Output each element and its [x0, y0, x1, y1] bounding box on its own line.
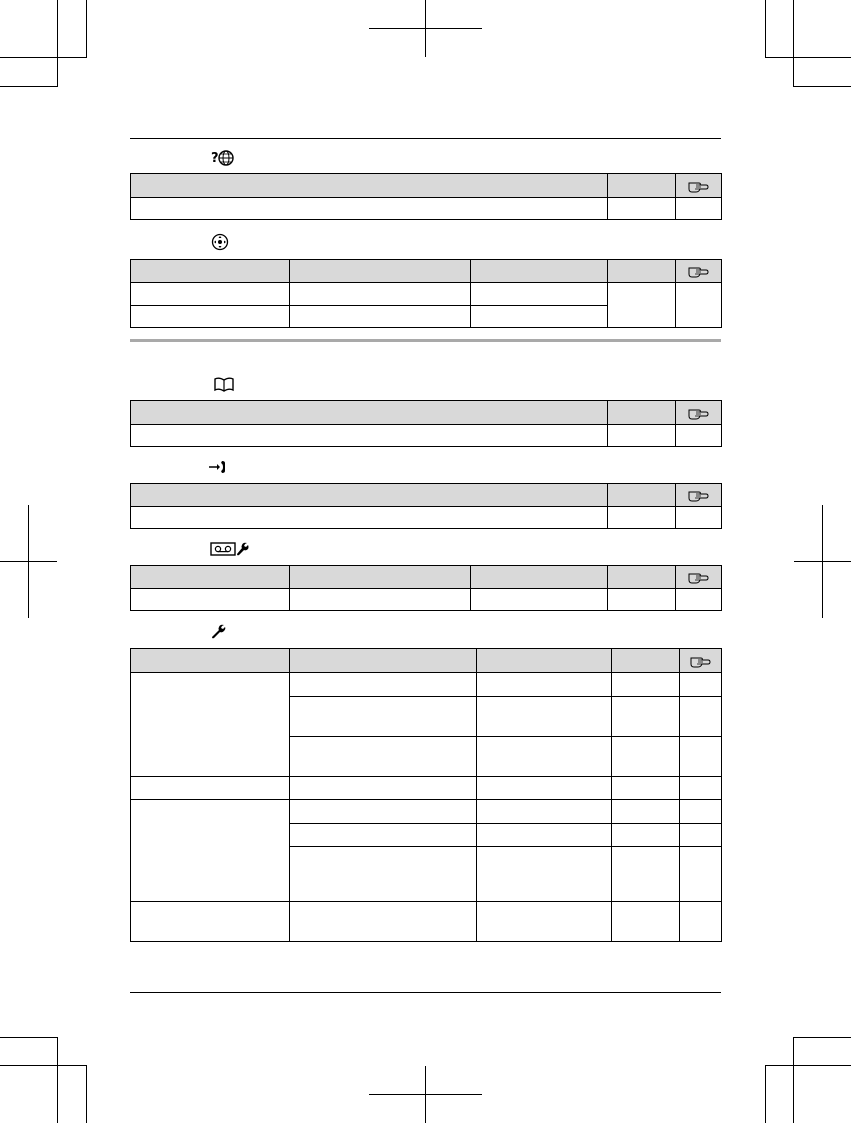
- table-cell: [477, 847, 612, 902]
- header-cell: [131, 260, 290, 283]
- menu-table-3: [130, 400, 722, 447]
- table-row: [131, 198, 722, 220]
- header-cell: [676, 174, 722, 198]
- table-cell: [608, 507, 676, 529]
- table-cell: [477, 824, 612, 847]
- table-cell: [290, 824, 477, 847]
- header-cell: [131, 174, 608, 198]
- table-row: [131, 507, 722, 529]
- table-cell: [676, 283, 722, 328]
- table-cell: [612, 824, 680, 847]
- table-cell: [131, 777, 290, 800]
- header-cell: [608, 484, 676, 507]
- table-cell: [471, 283, 608, 306]
- pointing-hand-icon: [688, 264, 710, 278]
- header-cell: [290, 566, 471, 589]
- table-cell: [290, 283, 471, 306]
- table-cell: [608, 283, 676, 328]
- table-cell: [131, 198, 608, 220]
- table-cell: [131, 589, 290, 611]
- incoming-call-icon: [208, 459, 228, 475]
- section-divider: [130, 339, 721, 342]
- phonebook-icon: [214, 377, 234, 392]
- table-cell: [290, 847, 477, 902]
- table-cell: [131, 800, 290, 902]
- table-cell: [477, 673, 612, 697]
- table-cell: [290, 673, 477, 697]
- table-cell: [676, 507, 722, 529]
- answering-machine-settings-icon: [210, 541, 250, 557]
- menu-table-4: [130, 483, 722, 529]
- table-cell: [612, 902, 680, 942]
- wrench-icon: [210, 624, 226, 640]
- table-cell: [608, 589, 676, 611]
- menu-table-5: [130, 565, 722, 611]
- pointing-hand-icon: [688, 488, 710, 502]
- table-cell: [477, 737, 612, 777]
- header-cell: [131, 484, 608, 507]
- menu-table-2: [130, 259, 722, 328]
- header-cell: [131, 401, 608, 425]
- table-row: [131, 283, 722, 306]
- table-cell: [471, 589, 608, 611]
- table-cell: [676, 425, 722, 447]
- table-cell: [676, 589, 722, 611]
- table-cell: [290, 589, 471, 611]
- header-cell: [680, 649, 722, 673]
- table-cell: [612, 777, 680, 800]
- header-cell: [676, 484, 722, 507]
- table-cell: [680, 737, 722, 777]
- header-cell: [471, 566, 608, 589]
- table-cell: [676, 198, 722, 220]
- pointing-hand-icon: [688, 406, 710, 420]
- header-cell: [676, 260, 722, 283]
- table-cell: [290, 777, 477, 800]
- table-cell: [680, 824, 722, 847]
- table-cell: [680, 800, 722, 824]
- table-cell: [131, 902, 290, 942]
- table-cell: [680, 847, 722, 902]
- table-cell: [131, 306, 290, 328]
- table-cell: [477, 902, 612, 942]
- menu-table-6: [130, 648, 722, 942]
- table-row: [131, 673, 722, 697]
- table-cell: [290, 800, 477, 824]
- table-cell: [471, 306, 608, 328]
- table-cell: [131, 673, 290, 777]
- table-cell: [290, 737, 477, 777]
- header-cell: [471, 260, 608, 283]
- header-cell: [612, 649, 680, 673]
- table-cell: [131, 507, 608, 529]
- dial-pad-icon: [211, 233, 229, 251]
- table-cell: [680, 673, 722, 697]
- menu-table-1: [130, 173, 722, 220]
- table-cell: [131, 425, 608, 447]
- header-cell: [131, 649, 290, 673]
- svg-text:?: ?: [211, 151, 219, 166]
- table-cell: [680, 697, 722, 737]
- table-cell: [290, 306, 471, 328]
- header-cell: [608, 401, 676, 425]
- header-cell: [608, 566, 676, 589]
- pointing-hand-icon: [688, 570, 710, 584]
- table-cell: [477, 697, 612, 737]
- table-cell: [608, 198, 676, 220]
- header-cell: [290, 260, 471, 283]
- header-cell: [608, 260, 676, 283]
- header-cell: [290, 649, 477, 673]
- table-row: [131, 589, 722, 611]
- table-cell: [680, 902, 722, 942]
- table-cell: [612, 697, 680, 737]
- table-cell: [612, 847, 680, 902]
- table-cell: [477, 777, 612, 800]
- pointing-hand-icon: [688, 179, 710, 193]
- header-cell: [477, 649, 612, 673]
- header-cell: [608, 174, 676, 198]
- table-cell: [612, 673, 680, 697]
- table-cell: [131, 283, 290, 306]
- header-cell: [131, 566, 290, 589]
- table-cell: [290, 902, 477, 942]
- bottom-rule: [130, 992, 721, 993]
- table-cell: [608, 425, 676, 447]
- top-rule: [130, 138, 721, 139]
- header-cell: [676, 401, 722, 425]
- table-cell: [612, 800, 680, 824]
- table-row: [131, 425, 722, 447]
- table-row: [131, 777, 722, 800]
- table-row: [131, 902, 722, 942]
- table-cell: [477, 800, 612, 824]
- table-row: [131, 800, 722, 824]
- header-cell: [676, 566, 722, 589]
- table-cell: [680, 777, 722, 800]
- question-globe-icon: [211, 148, 235, 168]
- pointing-hand-icon: [690, 654, 712, 668]
- table-cell: [290, 697, 477, 737]
- table-cell: [612, 737, 680, 777]
